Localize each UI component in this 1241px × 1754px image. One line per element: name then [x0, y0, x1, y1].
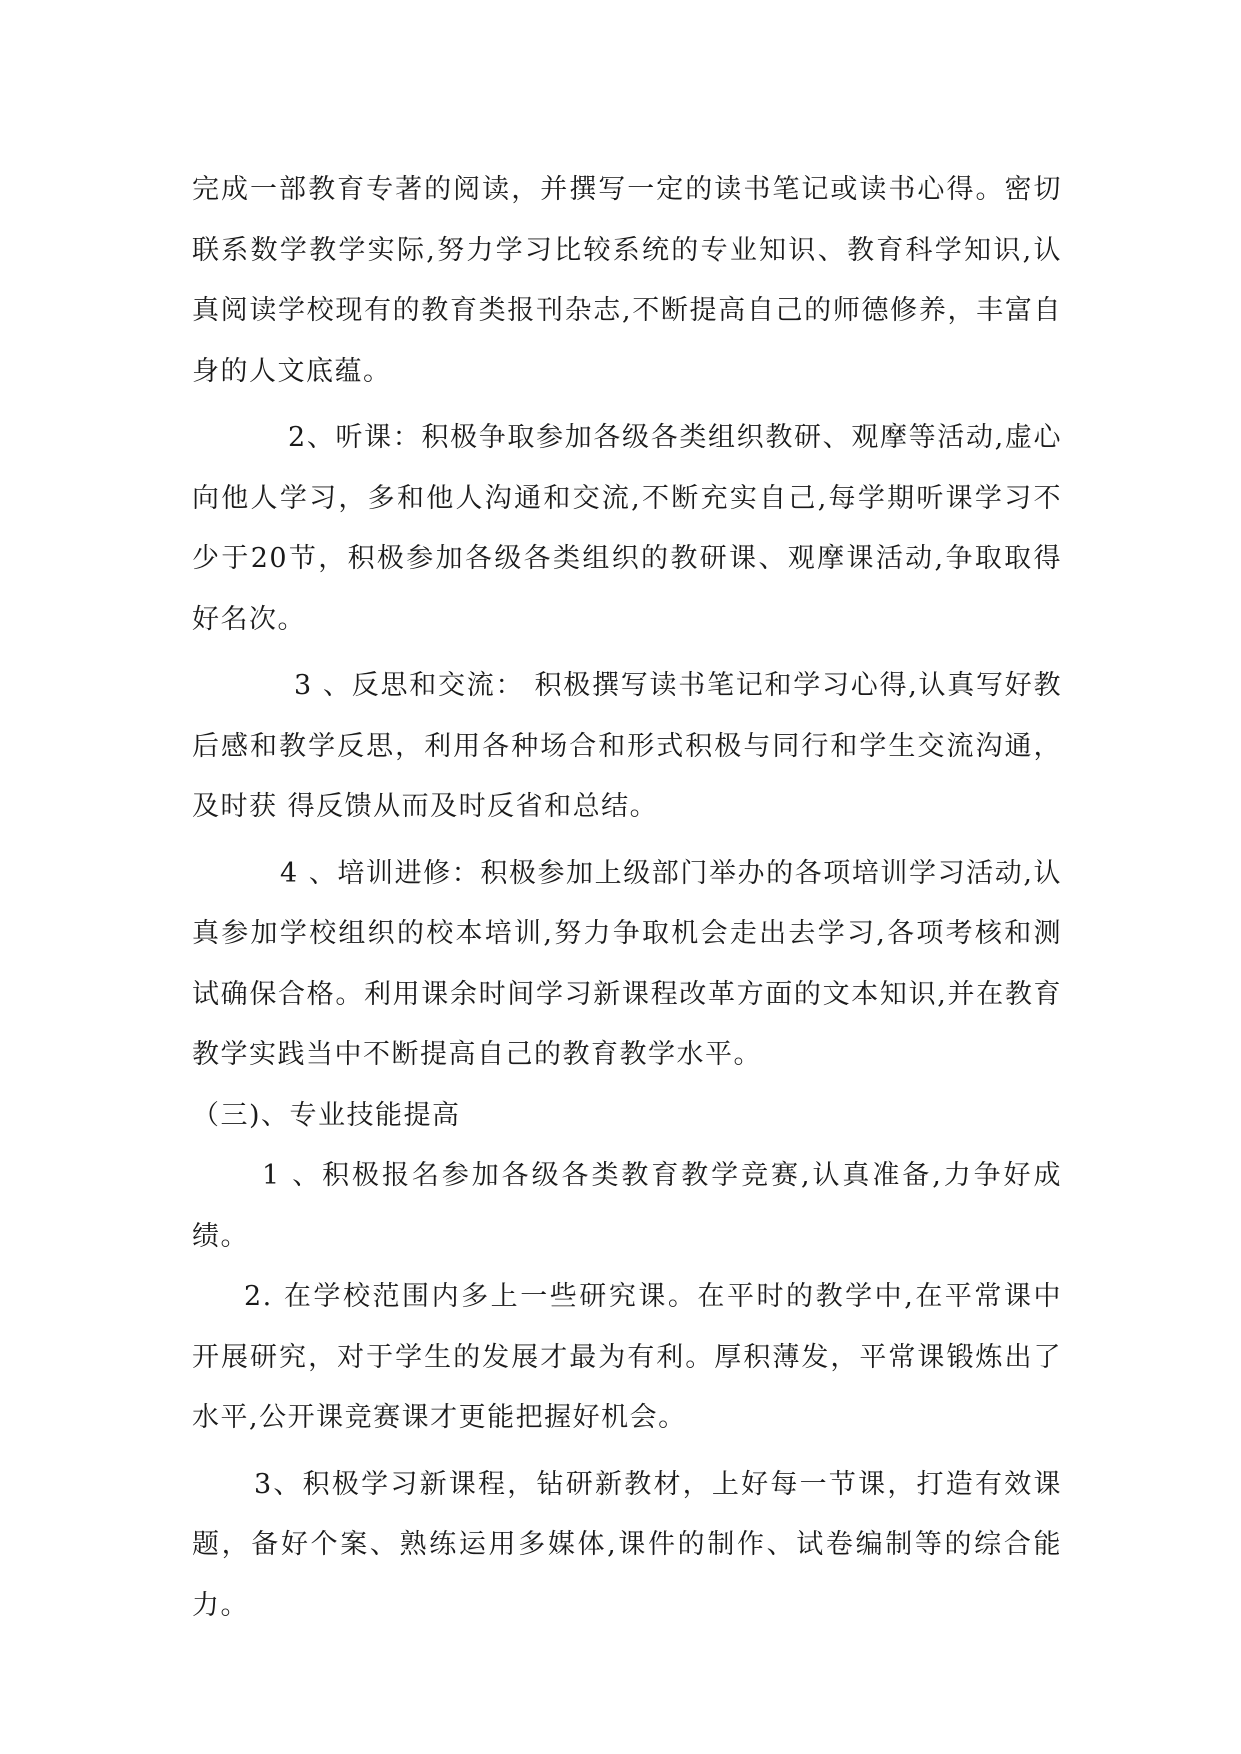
- paragraph-reflection: 3 、反思和交流： 积极撰写读书笔记和学习心得,认真写好教后感和教学反思，利用各种场合和形式积极与同行和学生交流沟通，及时获 得反馈从而及时反省和总结。: [192, 670, 1062, 822]
- paragraph-competition: 1 、积极报名参加各级各类教育教学竞赛,认真准备,力争好成绩。: [192, 1160, 1062, 1252]
- paragraph-new-curriculum: 3、积极学习新课程，钻研新教材，上好每一节课，打造有效课题，备好个案、熟练运用多媒体,课件的制作、试卷编制等的综合能力。: [192, 1468, 1062, 1621]
- section-heading-skills: （三)、专业技能提高: [192, 1099, 461, 1131]
- paragraph-reading: 完成一部教育专著的阅读，并撰写一定的读书笔记或读书心得。密切联系数学教学实际,努力学习比较系统的专业知识、教育科学知识,认真阅读学校现有的教育类报刊杂志,不断提高自己的师德修养，丰富自身的人文底蕴。: [192, 174, 1062, 387]
- paragraph-training: 4 、培训进修：积极参加上级部门举办的各项培训学习活动,认真参加学校组织的校本培训,努力争取机会走出去学习,各项考核和测试确保合格。利用课余时间学习新课程改革方面的文本知识,并在教育教学实践当中不断提高自己的教育教学水平。: [192, 857, 1062, 1070]
- paragraph-lesson-observation: 2、听课：积极争取参加各级各类组织教研、观摩等活动,虚心向他人学习，多和他人沟通和交流,不断充实自己,每学期听课学习不少于20节，积极参加各级各类组织的教研课、观摩课活动,争取取得好名次。: [192, 422, 1062, 635]
- paragraph-research-lessons: 2. 在学校范围内多上一些研究课。在平时的教学中,在平常课中开展研究，对于学生的发展才最为有利。厚积薄发，平常课锻炼出了水平,公开课竞赛课才更能把握好机会。: [192, 1281, 1062, 1433]
- document-body: [192, 160, 1062, 1636]
